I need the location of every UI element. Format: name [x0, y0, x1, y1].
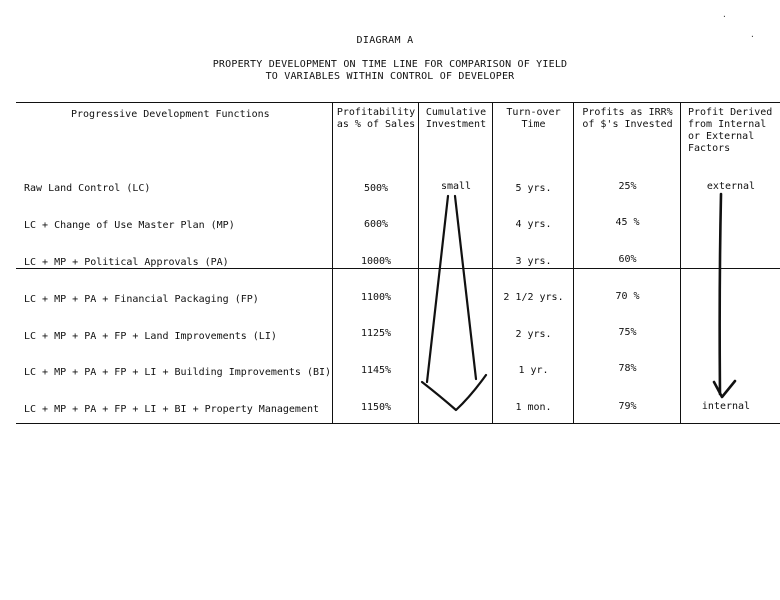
header-irr: Profits as IRR% of $'s Invested	[582, 107, 673, 130]
row-turnover: 5 yrs.	[515, 183, 552, 194]
row-irr: 75%	[618, 327, 637, 338]
header-factors: Profit Derived from Internal or External Factors	[688, 107, 773, 154]
row-irr: 79%	[618, 401, 637, 412]
document-title	[0, 59, 780, 83]
row-profitability: 1150%	[360, 402, 392, 413]
row-function: LC + MP + Political Approvals (PA)	[24, 257, 229, 268]
row-turnover: 2 1/2 yrs.	[503, 292, 564, 303]
row-factors: external	[706, 181, 756, 192]
row-profitability: 600%	[363, 219, 389, 230]
row-function: LC + MP + PA + FP + LI + Building Improvements (BI)	[24, 367, 332, 378]
row-turnover: 3 yrs.	[515, 256, 552, 267]
row-irr: 60%	[618, 254, 637, 265]
header-investment: Cumulative Investment	[425, 107, 487, 130]
row-irr: 70 %	[615, 291, 640, 302]
header-turnover: Turn-over Time	[506, 107, 561, 130]
row-profitability: 1100%	[360, 292, 392, 303]
speck: .	[722, 10, 727, 19]
trend-arrows	[16, 100, 780, 426]
row-irr: 78%	[618, 363, 637, 374]
row-irr: 25%	[618, 181, 637, 192]
row-function: LC + MP + PA + FP + LI + BI + Property Management	[24, 404, 320, 415]
row-turnover: 1 yr.	[518, 365, 549, 376]
row-function: Raw Land Control (LC)	[24, 183, 151, 194]
row-function: LC + MP + PA + Financial Packaging (FP)	[24, 294, 259, 305]
row-profitability: 500%	[363, 183, 389, 194]
header-profitability: Profitability as % of Sales	[336, 107, 416, 130]
development-table	[16, 100, 780, 426]
speck: .	[750, 30, 755, 39]
external-to-internal-arrow	[714, 194, 735, 397]
header-functions: Progressive Development Functions	[71, 109, 270, 120]
row-irr: 45 %	[615, 217, 640, 228]
row-turnover: 2 yrs.	[515, 329, 552, 340]
row-function: LC + MP + PA + FP + Land Improvements (LI)	[24, 331, 277, 342]
title-line-1: PROPERTY DEVELOPMENT ON TIME LINE FOR COMPARISON OF YIELD	[212, 59, 568, 70]
row-turnover: 1 mon.	[515, 402, 552, 413]
row-turnover: 4 yrs.	[515, 219, 552, 230]
row-profitability: 1125%	[360, 328, 392, 339]
row-function: LC + Change of Use Master Plan (MP)	[24, 220, 235, 231]
row-profitability: 1000%	[360, 256, 392, 267]
investment-growth-arrow	[422, 196, 486, 410]
row-factors: internal	[701, 401, 751, 412]
title-line-2: TO VARIABLES WITHIN CONTROL OF DEVELOPER	[265, 71, 515, 82]
row-investment: small	[440, 181, 472, 192]
row-profitability: 1145%	[360, 365, 392, 376]
diagram-label: DIAGRAM A	[356, 35, 414, 46]
